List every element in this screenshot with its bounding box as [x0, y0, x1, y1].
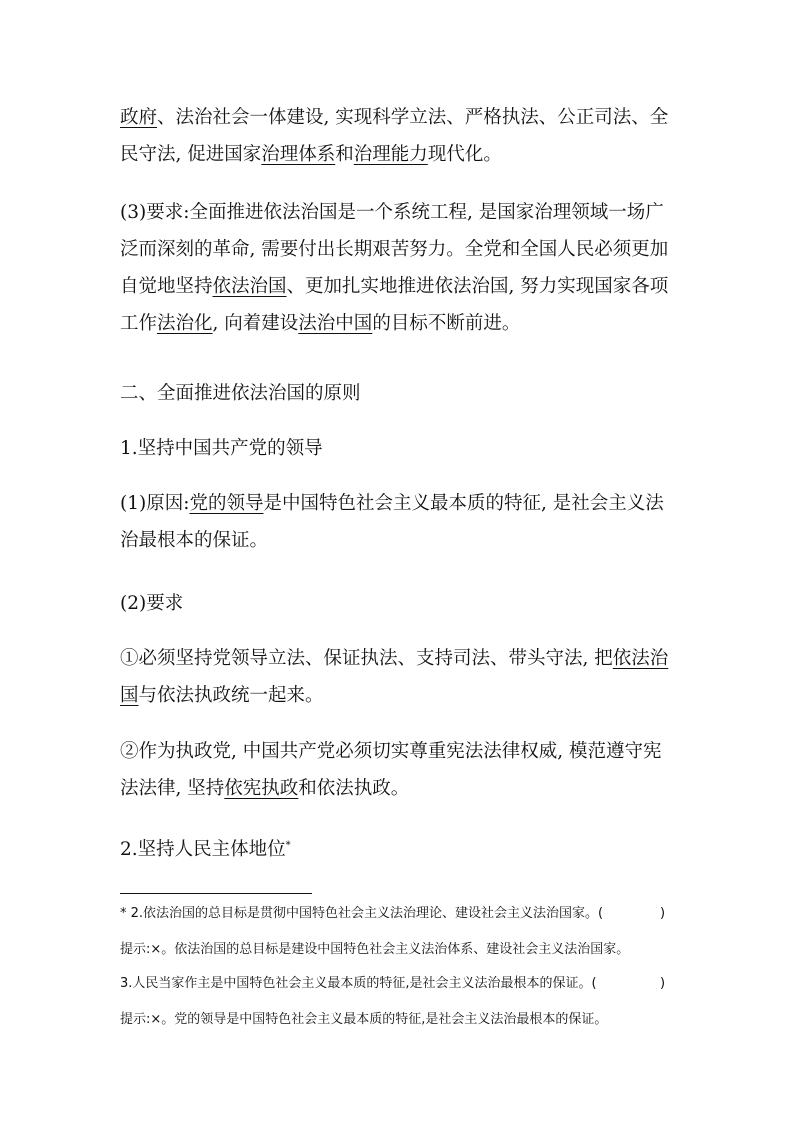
text-run: 的目标不断前进。: [372, 313, 521, 334]
underlined-term: 依法治国: [212, 276, 287, 297]
text-line: [120, 99, 680, 136]
underlined-term: 政府: [120, 107, 158, 128]
text-line: (3)要求:全面推进依法治国是一个系统工程, 是国家治理领域一场广: [120, 202, 664, 223]
text-line: [120, 268, 680, 305]
footnote-separator: [120, 893, 312, 894]
paragraph-requirements-label: [120, 585, 680, 622]
text-line: [120, 305, 680, 342]
footnote-text: 2.依法治国的总目标是贯彻中国特色社会主义法治理论、建设社会主义法治国家。(: [126, 906, 604, 921]
underlined-term: 党的领导: [189, 493, 264, 514]
footnote-hint-3: 提示:×。党的领导是中国特色社会主义最本质的特征,是社会主义法治最根本的保证。: [120, 1012, 608, 1027]
text-run: 和依法执政。: [298, 778, 410, 799]
text-run: 和: [335, 144, 354, 165]
paragraph-requirement-1: [120, 640, 680, 714]
text-run: 法法律, 坚持: [120, 778, 225, 799]
text-line: 治最根本的保证。: [120, 530, 269, 551]
text-line: [120, 677, 680, 714]
text-run: 、法治社会一体建设, 实现科学立法、严格执法、公正司法、全: [157, 107, 669, 128]
answer-blank-close-paren: ): [660, 976, 666, 991]
underlined-term: 法治化: [157, 313, 213, 334]
underlined-term: 依宪执政: [224, 778, 299, 799]
text-line: [120, 136, 680, 173]
text-line: [120, 831, 680, 868]
text-run: (1)原因:: [120, 493, 190, 514]
footnote-question-2: [120, 905, 680, 922]
underlined-term: 国: [120, 685, 139, 706]
underlined-term: 法治中国: [298, 313, 373, 334]
subheading-people-status: [120, 831, 680, 868]
footnote-hint-2: 提示:×。依法治国的总目标是建设中国特色社会主义法治体系、建设社会主义法治国家。: [120, 942, 630, 957]
text-run: ①必须坚持党领导立法、保证执法、支持司法、带头守法, 把: [120, 648, 613, 669]
text-run: 自觉地坚持: [120, 276, 213, 297]
paragraph-requirements: [120, 194, 680, 342]
text-run: 与依法执政统一起来。: [138, 685, 324, 706]
text-line: (2)要求: [120, 593, 184, 614]
footnote-marker: *: [120, 906, 127, 921]
text-run: 现代化。: [427, 144, 502, 165]
text-line: 泛而深刻的革命, 需要付出长期艰苦努力。全党和全国人民必须更加: [120, 239, 669, 260]
underlined-term: 治理能力: [353, 144, 428, 165]
subheading-text: 1.坚持中国共产党的领导: [120, 438, 323, 459]
text-line: [120, 770, 680, 807]
footnote-question-3: 3.人民当家作主是中国特色社会主义最本质的特征,是社会主义法治最根本的保证。(: [120, 976, 597, 991]
paragraph-requirement-2: [120, 733, 680, 807]
text-line: [120, 640, 680, 677]
text-run: 工作: [120, 313, 158, 334]
answer-blank-close-paren: ): [660, 906, 666, 921]
underlined-term: 依法治: [612, 648, 669, 669]
text-line: ②作为执政党, 中国共产党必须切实尊重宪法法律权威, 模范遵守宪: [120, 741, 662, 762]
text-run: 是中国特色社会主义最本质的特征, 是社会主义法: [263, 493, 664, 514]
paragraph-rule-of-law-goals: [120, 99, 680, 173]
underlined-term: 治理体系: [261, 144, 336, 165]
text-line: [120, 485, 680, 522]
text-run: , 向着建设: [212, 313, 299, 334]
text-run: 、更加扎实地推进依法治国, 努力实现国家各项: [286, 276, 669, 297]
subheading-text: 2.坚持人民主体地位: [120, 839, 286, 860]
section-heading: [120, 375, 680, 412]
footnote-marker: *: [285, 839, 291, 851]
section-heading-text: 二、全面推进依法治国的原则: [120, 383, 361, 404]
paragraph-reason: [120, 485, 680, 559]
subheading-party-leadership: [120, 430, 680, 467]
text-run: 民守法, 促进国家: [120, 144, 262, 165]
